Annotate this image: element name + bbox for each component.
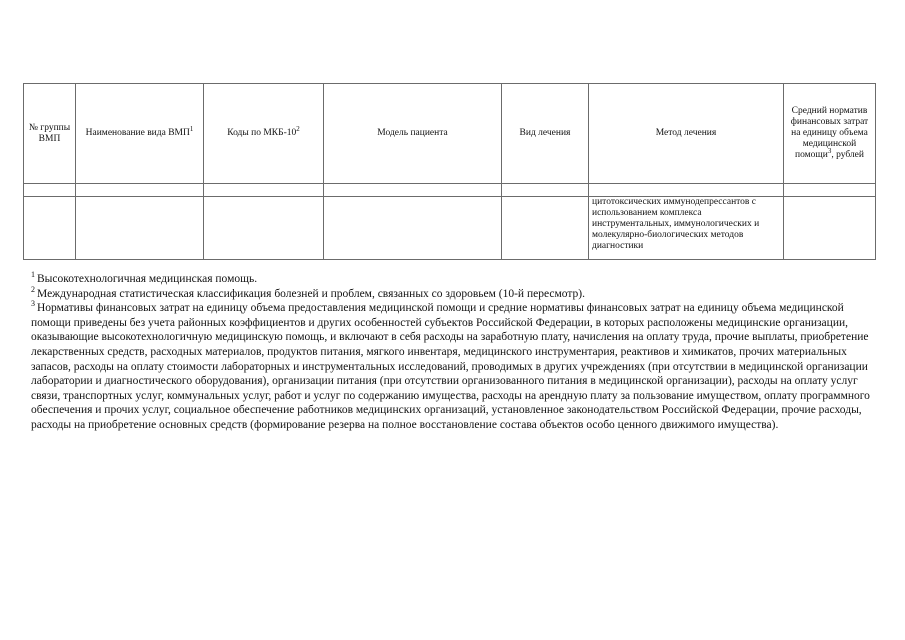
footnote-mark: 1: [31, 270, 35, 280]
header-cost-footnote-mark: 3: [827, 146, 832, 155]
table-cell: [502, 184, 589, 197]
table-cell: [324, 197, 502, 260]
header-method: Метод лечения: [589, 84, 784, 184]
table-cell: [784, 184, 876, 197]
table-cell: [76, 184, 204, 197]
footnotes: [31, 272, 876, 433]
spacer-row: [24, 184, 876, 197]
header-cost-tail: , рублей: [831, 150, 864, 160]
footnote-3: [31, 301, 876, 432]
table-cell: [76, 197, 204, 260]
table-cell: [24, 197, 76, 260]
table-cell: [204, 197, 324, 260]
header-codes-footnote-mark: 2: [296, 124, 300, 133]
table-cell: [502, 197, 589, 260]
header-model: Модель пациента: [324, 84, 502, 184]
footnote-text: Международная статистическая классификация болезней и проблем, связанных со здоровьем (10-й пересмотр).: [37, 287, 585, 300]
footnote-2: [31, 284, 876, 302]
table-cell: [204, 184, 324, 197]
header-name-footnote-mark: 1: [189, 124, 194, 133]
footnote-1: [31, 272, 876, 287]
footnote-text: Высокотехнологичная медицинская помощь.: [37, 273, 258, 285]
method-cell: цитотоксических иммунодепрессантов с использованием комплекса инструментальных, иммунологических и молекулярно-биологических методов диагностики: [589, 197, 784, 260]
footnote-mark: 2: [31, 284, 35, 294]
header-codes-text: Коды по МКБ-10: [227, 128, 297, 138]
header-name-text: Наименование вида ВМП: [85, 128, 190, 138]
header-row: [24, 84, 876, 184]
header-name: [76, 84, 204, 184]
header-cost: [784, 84, 876, 184]
header-cost-text: Средний норматив финансовых затрат на единицу объема медицинской помощи: [790, 106, 869, 160]
table-cell: [24, 184, 76, 197]
table-row: [24, 197, 876, 260]
header-codes: [204, 84, 324, 184]
header-treatment-type: Вид лечения: [502, 84, 589, 184]
vmp-table: [23, 83, 876, 260]
table-cell: [589, 184, 784, 197]
table-cell: [784, 197, 876, 260]
footnote-mark: 3: [31, 299, 35, 309]
footnote-text: Нормативы финансовых затрат на единицу объема предоставления медицинской помощи и средние нормативы финансовых затрат на единицу объема медицинской помощи приведены без учета районных коэффициентов и других особенностей субъектов Российской Федерации, в которых расположены медицинские организации, оказывающие высокотехнологичную медицинскую помощь, и включают в себя расходы на заработную плату, начисления на оплату труда, прочие выплаты, приобретение лекарственных средств, расходных материалов, продуктов питания, мягкого инвентаря, медицинского инструментария, реактивов и химикатов, прочих материальных запасов, расходы на оплату стоимости лабораторных и инструментальных исследований, проводимых в других учреждениях (при отсутствии в медицинской организации лаборатории и диагностического оборудования), организации питания (при отсутствии организованного питания в медицинской организации), расходы на оплату услуг связи, транспортных услуг, коммунальных услуг, работ и услуг по содержанию имущества, расходы на арендную плату за пользование имуществом, оплату программного обеспечения и прочих услуг, социальное обеспечение работников медицинских организаций, установленное законодательством Российской Федерации, прочие расходы, расходы на приобретение основных средств (формирование резерва на полное восстановление состава объектов особо ценного движимого имущества).: [31, 302, 870, 431]
header-group-no: № группы ВМП: [24, 84, 76, 184]
table-cell: [324, 184, 502, 197]
